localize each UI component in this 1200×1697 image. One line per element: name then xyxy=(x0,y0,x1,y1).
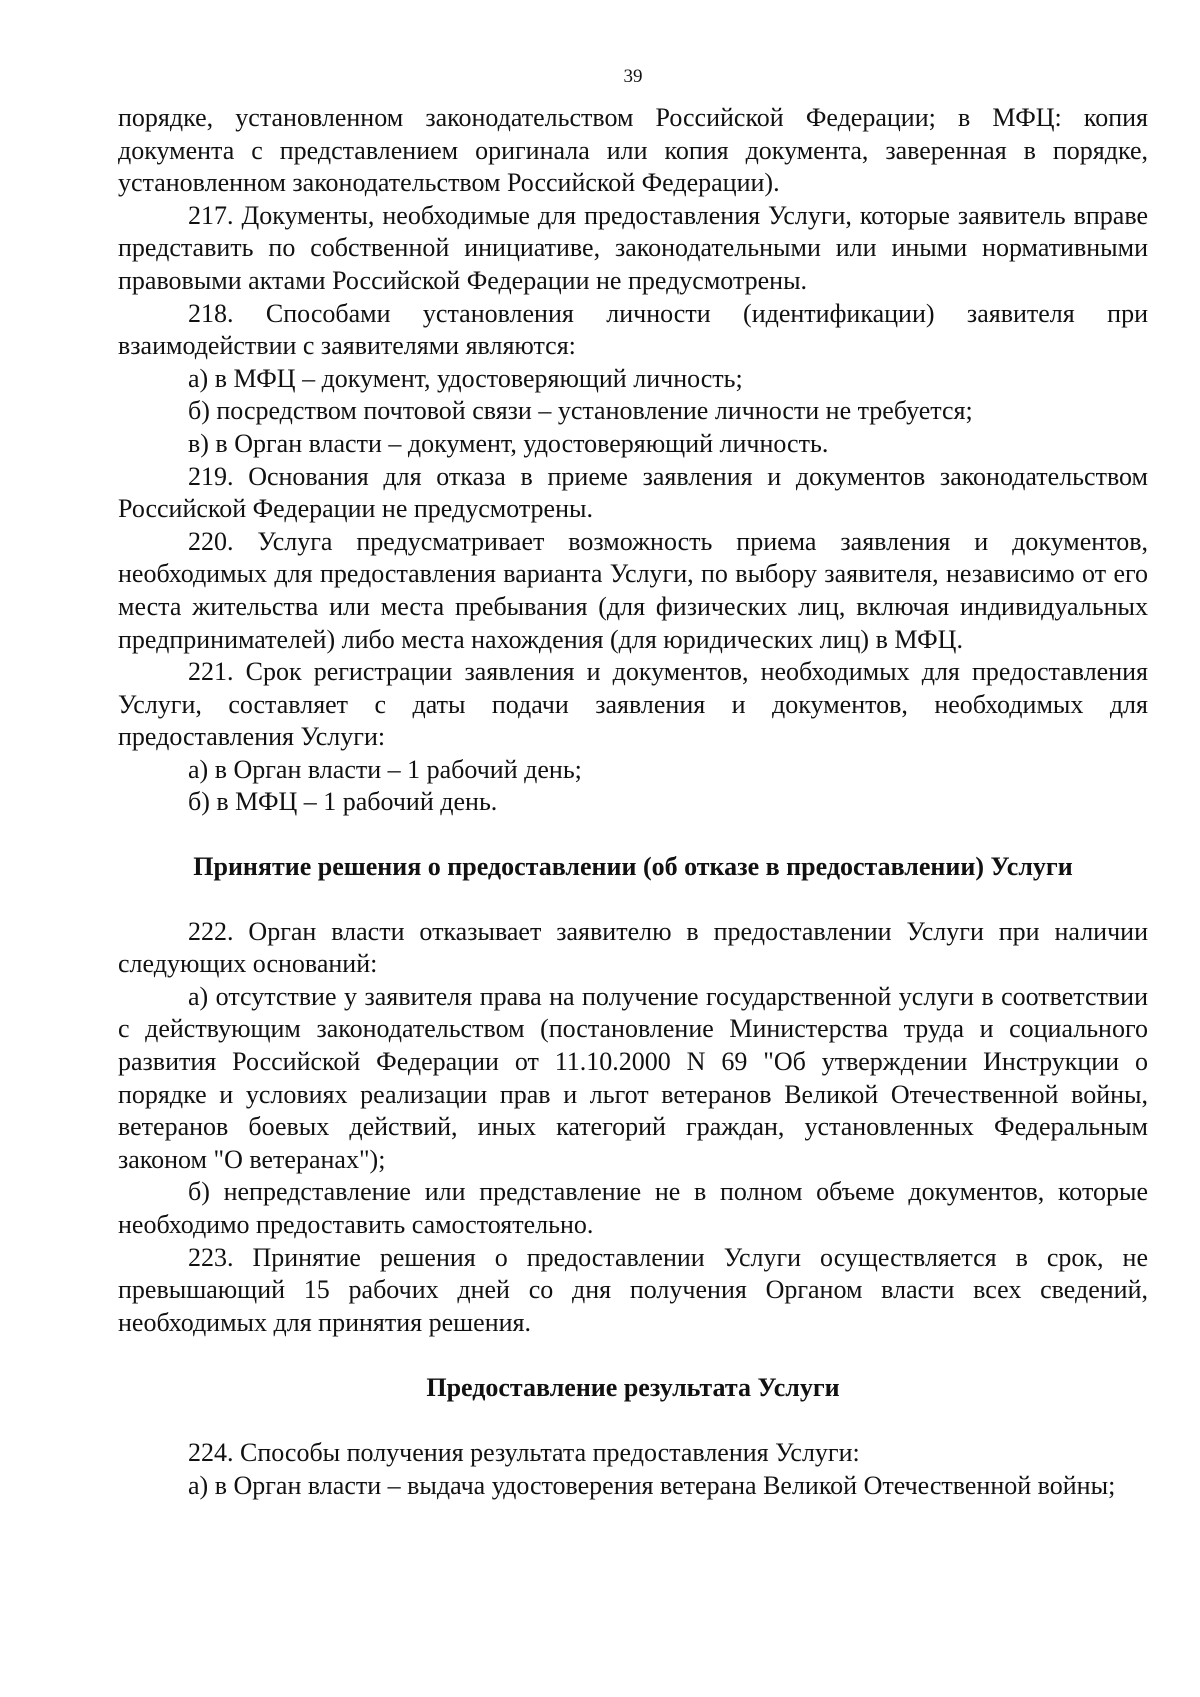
paragraph-continuation: порядке, установленном законодательством Российской Федерации; в МФЦ: копия документа с представлением оригинала или копия документа, заверенная в порядке, установленном законодательством Российской Федерации). xyxy=(118,103,1148,198)
document-page xyxy=(118,62,1148,1502)
paragraph-219: 219. Основания для отказа в приеме заявления и документов законодательством Российской Федерации не предусмотрены. xyxy=(118,461,1148,524)
paragraph-221-a: а) в Орган власти – 1 рабочий день; xyxy=(188,754,582,784)
paragraph-223: 223. Принятие решения о предоставлении Услуги осуществляется в срок, не превышающий 15 рабочих дней со дня получения Органом власти всех сведений, необходимых для принятия решения. xyxy=(118,1242,1148,1337)
paragraph-218-b: б) посредством почтовой связи – установление личности не требуется; xyxy=(188,396,973,426)
section-heading-decision: Принятие решения о предоставлении (об отказе в предоставлении) Услуги xyxy=(193,852,1073,882)
paragraph-218-v: в) в Орган власти – документ, удостоверяющий личность. xyxy=(188,428,829,458)
paragraph-221-b: б) в МФЦ – 1 рабочий день. xyxy=(188,787,498,817)
paragraph-224-a: а) в Орган власти – выдача удостоверения ветерана Великой Отечественной войны; xyxy=(188,1470,1116,1500)
paragraph-222-a: а) отсутствие у заявителя права на получение государственной услуги в соответствии с действующим законодательством (постановление Министерства труда и социального развития Российской Федерации от 11.10.2000 N 69 "Об утверждении Инструкции о порядке и условиях реализации прав и льгот ветеранов Великой Отечественной войны, ветеранов боевых действий, иных категорий граждан, установленных Федеральным законом "О ветеранах"); xyxy=(118,981,1148,1174)
paragraph-217: 217. Документы, необходимые для предоставления Услуги, которые заявитель вправе представить по собственной инициативе, законодательными или иными нормативными правовыми актами Российской Федерации не предусмотрены. xyxy=(118,200,1148,295)
paragraph-220: 220. Услуга предусматривает возможность приема заявления и документов, необходимых для предоставления варианта Услуги, по выбору заявителя, независимо от его места жительства или места пребывания (для физических лиц, включая индивидуальных предпринимателей) либо места нахождения (для юридических лиц) в МФЦ. xyxy=(118,526,1148,654)
paragraph-218-a: а) в МФЦ – документ, удостоверяющий личность; xyxy=(188,363,743,393)
page-number: 39 xyxy=(623,66,643,87)
paragraph-222-b: б) непредставление или представление не в полном объеме документов, которые необходимо предоставить самостоятельно. xyxy=(118,1177,1148,1239)
paragraph-218: 218. Способами установления личности (идентификации) заявителя при взаимодействии с заявителями являются: xyxy=(118,298,1148,361)
paragraph-221: 221. Срок регистрации заявления и документов, необходимых для предоставления Услуги, составляет с даты подачи заявления и документов, необходимых для предоставления Услуги: xyxy=(118,657,1148,752)
paragraph-222: 222. Орган власти отказывает заявителю в предоставлении Услуги при наличии следующих оснований: xyxy=(118,916,1148,979)
document-body xyxy=(118,102,1148,1502)
section-heading-result: Предоставление результата Услуги xyxy=(426,1373,840,1403)
paragraph-224: 224. Способы получения результата предоставления Услуги: xyxy=(188,1437,860,1467)
